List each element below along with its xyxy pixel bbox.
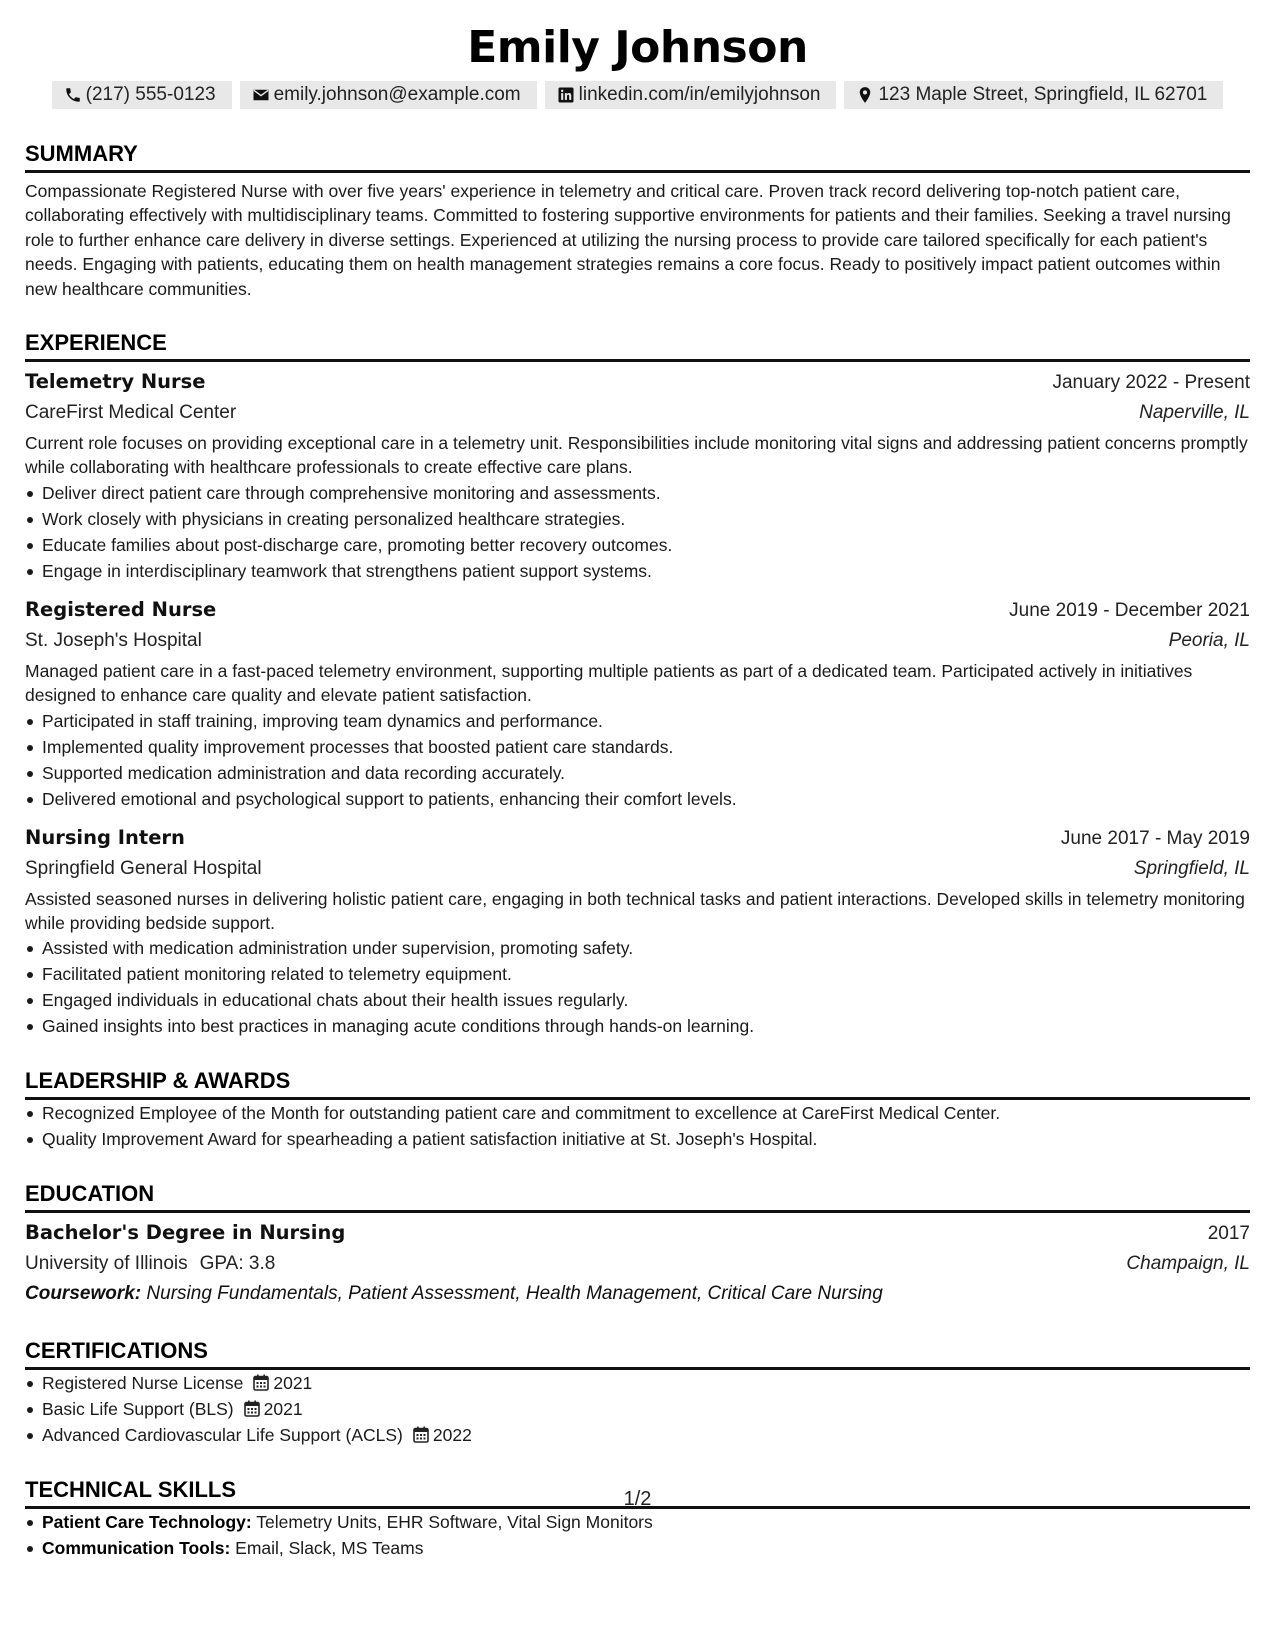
gpa-text: GPA: 3.8 [199, 1253, 276, 1275]
list-item: Delivered emotional and psychological support to patients, enhancing their comfort levels. [42, 786, 1250, 812]
list-item: Facilitated patient monitoring related to telemetry equipment. [42, 961, 1250, 987]
calendar-icon [413, 1426, 429, 1443]
awards-list [25, 1100, 1250, 1152]
experience-heading: EXPERIENCE [25, 329, 1250, 362]
list-item: Participated in staff training, improving team dynamics and performance. [42, 708, 1250, 734]
list-item [42, 1370, 1250, 1396]
job-bullets [25, 708, 1250, 812]
phone-text: (217) 555-0123 [85, 84, 216, 105]
contact-bar [25, 81, 1250, 109]
list-item: Recognized Employee of the Month for outstanding patient care and commitment to excellence at CareFirst Medical Center. [42, 1100, 1250, 1126]
education-heading: EDUCATION [25, 1180, 1250, 1213]
phone-chip[interactable] [52, 81, 232, 109]
job-location: Naperville, IL [1139, 402, 1250, 424]
list-item [42, 1509, 1250, 1535]
cert-name: Advanced Cardiovascular Life Support (ACLS) [42, 1425, 403, 1446]
job-bullets [25, 480, 1250, 584]
skill-value: Email, Slack, MS Teams [235, 1538, 424, 1559]
skill-label: Communication Tools: [42, 1538, 231, 1559]
summary-heading: SUMMARY [25, 140, 1250, 173]
summary-section [25, 140, 1250, 301]
job-title: Registered Nurse [25, 597, 217, 621]
summary-text: Compassionate Registered Nurse with over five years' experience in telemetry and critical care. Proven track record delivering top-notch patient care, collaborating effectively with multidisciplinary teams. Committed to fostering supportive environments for patients and their families. Seeking a travel nursing role to further enhance care delivery in diverse settings. Experienced at utilizing the nursing process to provide care tailored specifically for each patient's needs. Engaging with patients, educating them on health management strategies remains a core focus. Ready to positively impact patient outcomes within new healthcare communities. [25, 181, 1231, 299]
cert-name: Basic Life Support (BLS) [42, 1399, 234, 1420]
calendar-icon [244, 1400, 260, 1417]
job-employer: Springfield General Hospital [25, 857, 262, 879]
job-employer: St. Joseph's Hospital [25, 629, 202, 651]
list-item [42, 1396, 1250, 1422]
job-bullets [25, 935, 1250, 1039]
cert-year: 2022 [432, 1425, 472, 1446]
job-date: June 2017 - May 2019 [1060, 827, 1250, 849]
cert-name: Registered Nurse License [42, 1373, 244, 1394]
job-entry [25, 367, 1250, 584]
job-location: Springfield, IL [1133, 857, 1250, 879]
experience-section [25, 329, 1250, 1039]
cert-year: 2021 [263, 1399, 303, 1420]
list-item: Quality Improvement Award for spearheading a patient satisfaction initiative at St. Joseph's Hospital. [42, 1126, 1250, 1152]
job-title: Telemetry Nurse [25, 370, 206, 394]
coursework-list: Nursing Fundamentals, Patient Assessment, Health Management, Critical Care Nursing [146, 1283, 883, 1305]
skill-value: Telemetry Units, EHR Software, Vital Sign Monitors [256, 1512, 653, 1533]
job-description: Assisted seasoned nurses in delivering holistic patient care, engaging in both technical tasks and patient interactions. Developed skills in telemetry monitoring while providing bedside support. [25, 888, 1245, 934]
education-entry [25, 1218, 1250, 1309]
school-name: University of Illinois [25, 1253, 188, 1275]
certifications-section [25, 1337, 1250, 1448]
map-pin-icon [856, 86, 874, 104]
address-chip [844, 81, 1223, 109]
awards-section [25, 1067, 1250, 1152]
list-item: Gained insights into best practices in managing acute conditions through hands-on learning. [42, 1013, 1250, 1039]
job-title: Nursing Intern [25, 825, 185, 849]
linkedin-text: linkedin.com/in/emilyjohnson [578, 84, 821, 105]
job-date: January 2022 - Present [1052, 372, 1250, 394]
certifications-heading: CERTIFICATIONS [25, 1337, 1250, 1370]
job-description: Managed patient care in a fast-paced telemetry environment, supporting multiple patients as part of a dedicated team. Participated actively in initiatives designed to enhance care quality and elevate patient satisfaction. [25, 660, 1193, 706]
job-date: June 2019 - December 2021 [1009, 599, 1250, 621]
candidate-name: Emily Johnson [467, 22, 808, 73]
calendar-icon [253, 1374, 269, 1391]
job-description: Current role focuses on providing exceptional care in a telemetry unit. Responsibilities include monitoring vital signs and addressing patient concerns promptly while collaborating with healthcare professionals to create effective care plans. [25, 433, 1248, 478]
page-number: 1/2 [623, 1488, 652, 1510]
skill-label: Patient Care Technology: [42, 1512, 252, 1533]
skills-heading: TECHNICAL SKILLS [25, 1476, 1250, 1509]
address-text: 123 Maple Street, Springfield, IL 62701 [878, 84, 1208, 105]
coursework-line [25, 1279, 1250, 1309]
education-section [25, 1180, 1250, 1309]
list-item: Educate families about post-discharge care, promoting better recovery outcomes. [42, 532, 1250, 558]
school-line [25, 1249, 275, 1279]
job-entry [25, 595, 1250, 812]
certifications-list [25, 1370, 1250, 1448]
list-item [42, 1422, 1250, 1448]
job-employer: CareFirst Medical Center [25, 402, 237, 424]
cert-year: 2021 [273, 1373, 313, 1394]
list-item: Work closely with physicians in creating personalized healthcare strategies. [42, 506, 1250, 532]
linkedin-icon [557, 86, 575, 104]
resume-page [25, 22, 1250, 1561]
phone-icon [64, 86, 82, 104]
awards-heading: LEADERSHIP & AWARDS [25, 1067, 1250, 1100]
list-item: Engage in interdisciplinary teamwork that strengthens patient support systems. [42, 558, 1250, 584]
list-item: Implemented quality improvement processes that boosted patient care standards. [42, 734, 1250, 760]
graduation-year: 2017 [1207, 1223, 1250, 1245]
email-chip[interactable] [240, 81, 537, 109]
list-item [42, 1535, 1250, 1561]
job-entry [25, 823, 1250, 1040]
degree-title: Bachelor's Degree in Nursing [25, 1221, 346, 1245]
list-item: Engaged individuals in educational chats about their health issues regularly. [42, 987, 1250, 1013]
linkedin-chip[interactable] [545, 81, 837, 109]
school-location: Champaign, IL [1126, 1253, 1250, 1275]
list-item: Supported medication administration and data recording accurately. [42, 760, 1250, 786]
coursework-label: Coursework: [25, 1283, 142, 1305]
job-location: Peoria, IL [1168, 629, 1250, 651]
list-item: Deliver direct patient care through comprehensive monitoring and assessments. [42, 480, 1250, 506]
list-item: Assisted with medication administration under supervision, promoting safety. [42, 935, 1250, 961]
email-text: emily.johnson@example.com [273, 84, 521, 105]
skills-list [25, 1509, 1250, 1561]
envelope-icon [252, 86, 270, 104]
